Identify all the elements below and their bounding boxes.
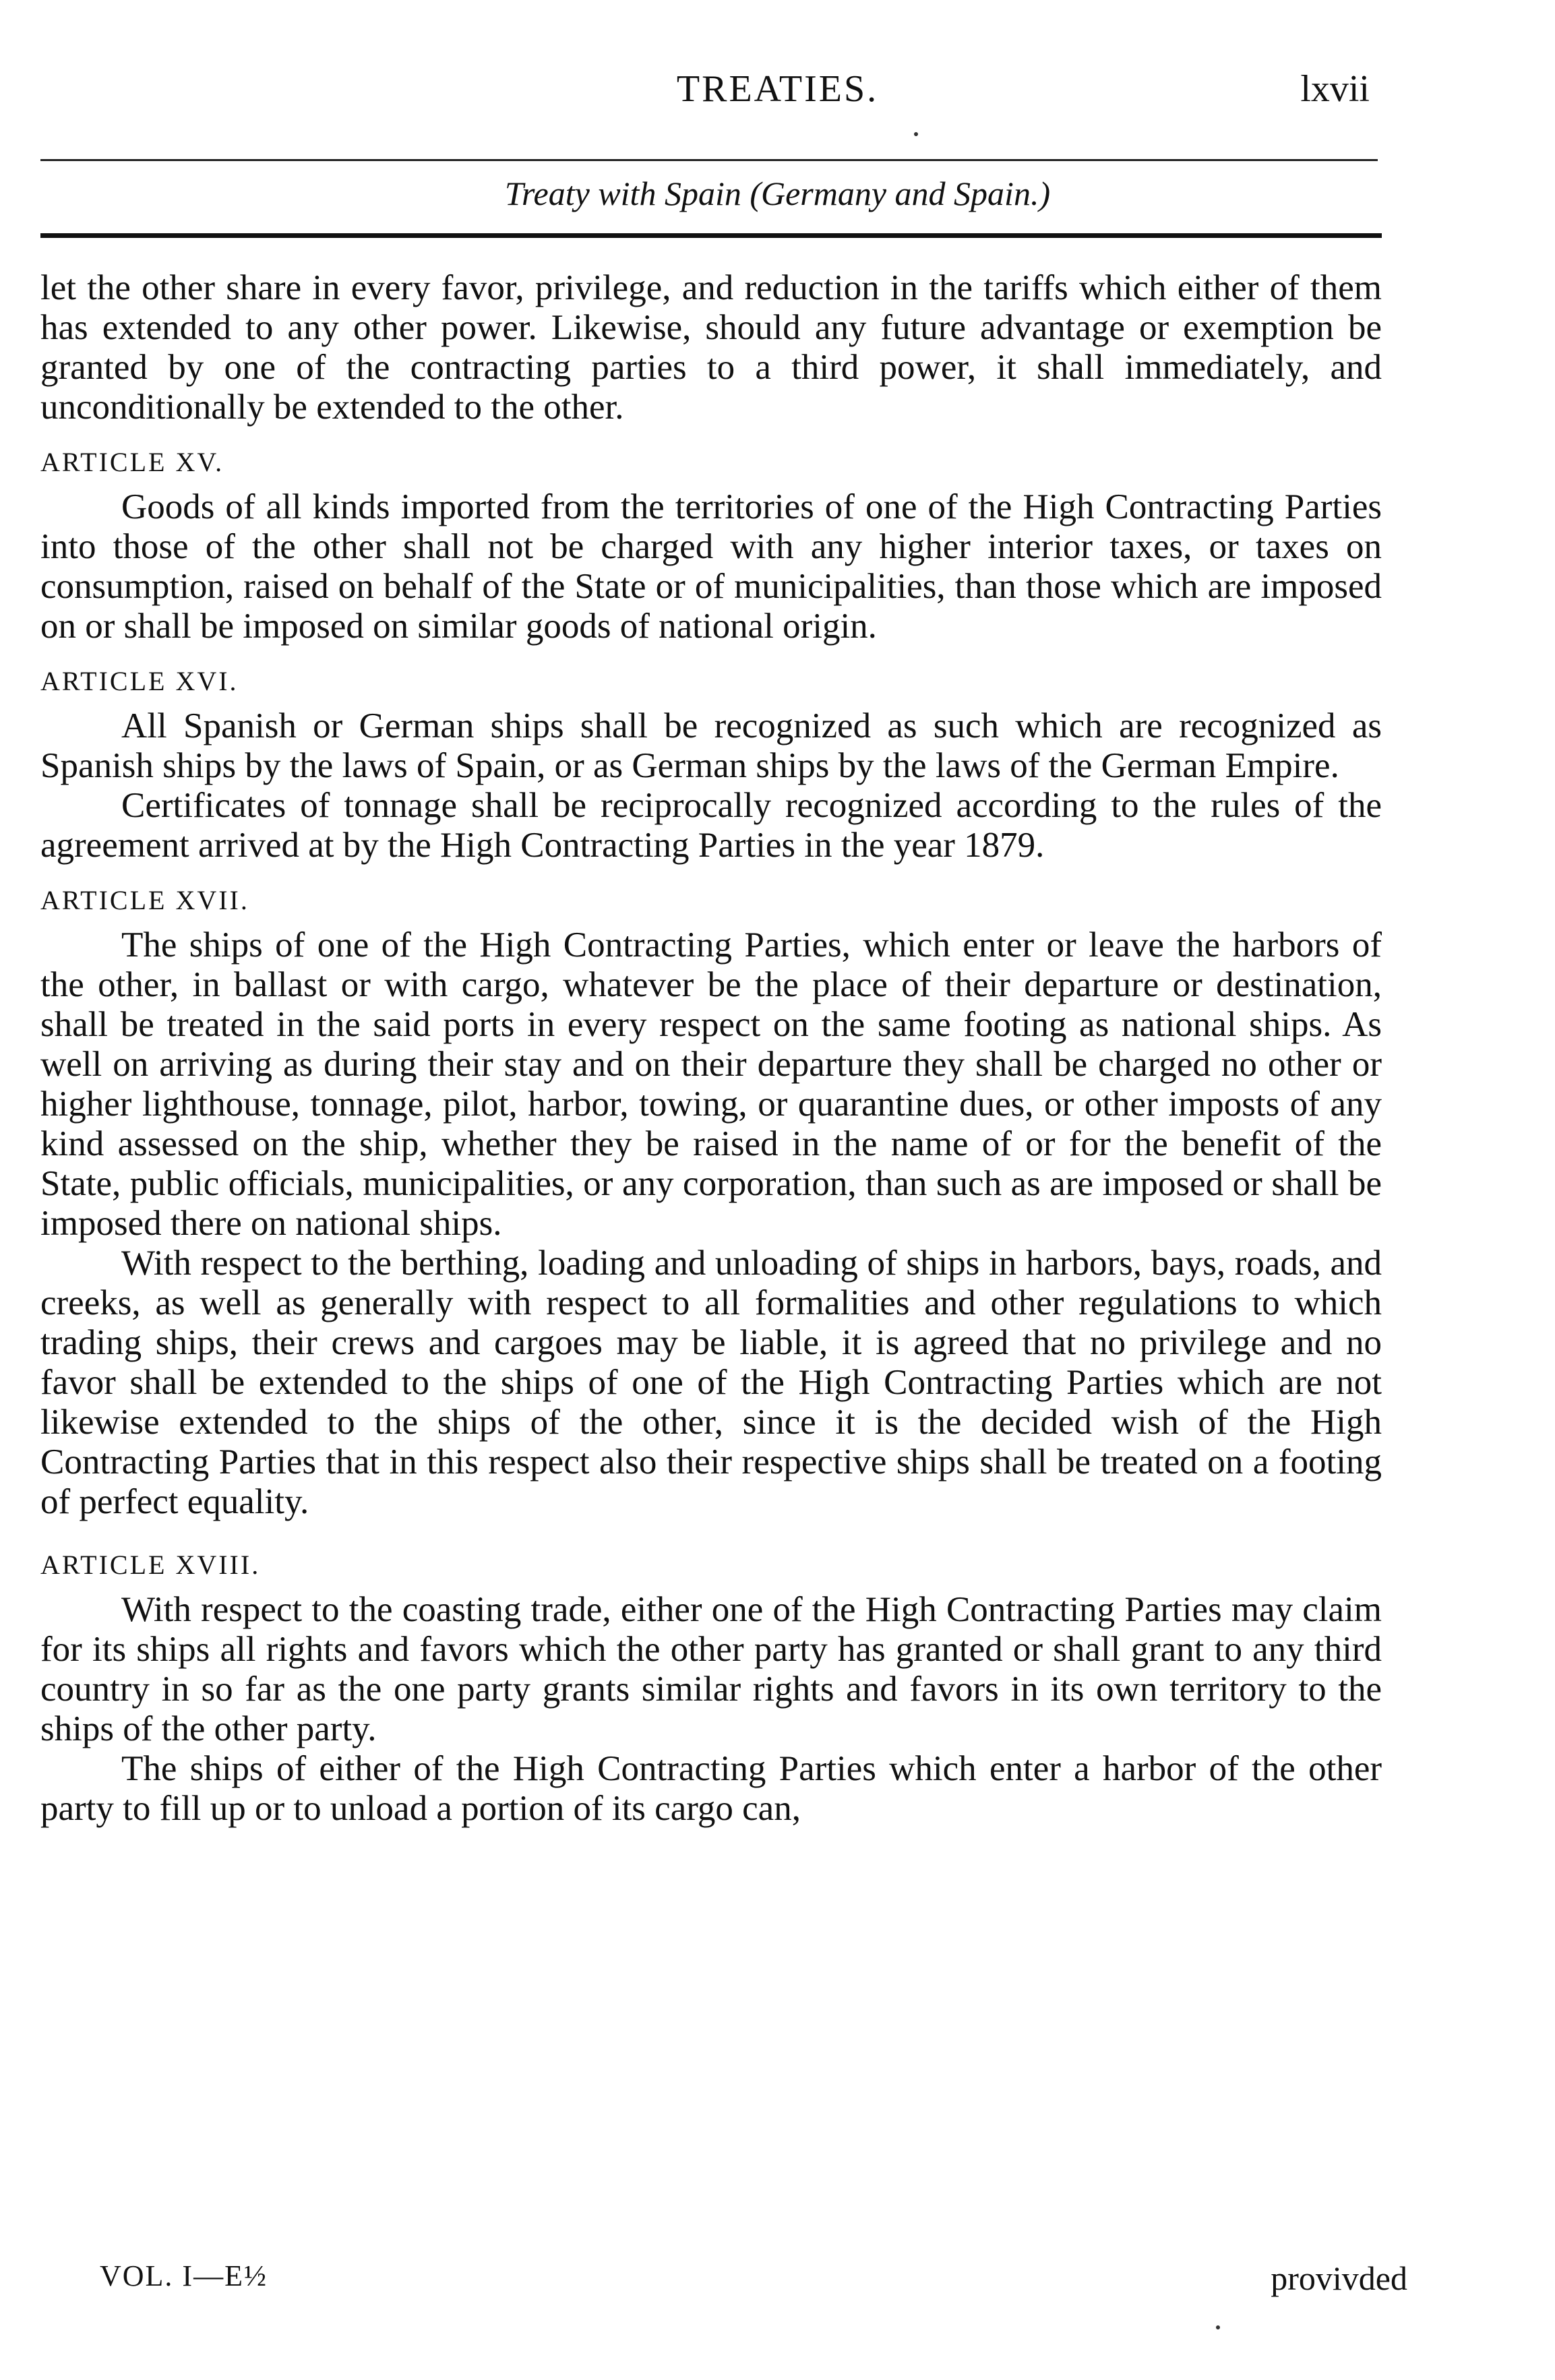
header-rule: [0, 159, 1555, 162]
article-heading-xvi: ARTICLE XVI.: [40, 666, 239, 696]
running-head: [0, 65, 1555, 119]
print-speck: [914, 132, 918, 136]
article-xvii-paragraph-1: The ships of one of the High Contracting Parties, which enter or leave the harbors of the other, in ballast or with cargo, whatever be the place of their departure or destination, shall be treated in the said ports in every respect on the same footing as national ships. As well on arriving as during their stay and on their departure they shall be charged no other or higher lighthouse, tonnage, pilot, harbor, towing, or quarantine dues, or other imposts of any kind assessed on the ship, whether they be raised in the name of or for the benefit of the State, public officials, municipalities, or any corporation, than such as are imposed or shall be imposed there on national ships.: [40, 925, 1382, 1243]
page-number: lxvii: [1300, 68, 1370, 110]
article-xvi-paragraph-2: Certificates of tonnage shall be reciprocally recognized according to the rules of the agreement arrived at by the High Contracting Parties in the year 1879.: [40, 786, 1382, 865]
body-text: [40, 268, 1382, 1829]
header-thick-rule: [40, 233, 1382, 238]
article-xvi-paragraph-1: All Spanish or German ships shall be recognized as such which are recognized as Spanish ships by the laws of Spain, or as German ships by the laws of the German Empire.: [40, 706, 1382, 785]
article-heading-xviii: ARTICLE XVIII.: [40, 1550, 261, 1580]
article-heading-xv: ARTICLE XV.: [40, 447, 224, 477]
article-xviii-paragraph-2: The ships of either of the High Contracting Parties which enter a harbor of the other party to fill up or to unload a portion of its cargo can,: [40, 1749, 1382, 1828]
signature-mark: VOL. I—E½: [100, 2259, 268, 2292]
running-title: TREATIES.: [676, 68, 879, 110]
article-heading-xvii: ARTICLE XVII.: [40, 885, 249, 915]
page-footer: [100, 2259, 1407, 2306]
catchword: provivded: [1271, 2259, 1407, 2297]
print-speck: [1216, 2325, 1220, 2329]
article-xviii-paragraph-1: With respect to the coasting trade, either one of the High Contracting Parties may claim for its ships all rights and favors which the other party has granted or shall grant to any third country in so far as the one party grants similar rights and favors in its own territory to the ships of the other party.: [40, 1590, 1382, 1748]
section-subtitle: Treaty with Spain (Germany and Spain.): [504, 175, 1051, 212]
article-xvii-paragraph-2: With respect to the berthing, loading and unloading of ships in harbors, bays, roads, and creeks, as well as generally with respect to all formalities and other regulations to which trading ships, their crews and cargoes may be liable, it is agreed that no privilege and no favor shall be extended to the ships of one of the High Contracting Parties which are not likewise extended to the ships of the other, since it is the decided wish of the High Contracting Parties that in this respect also their respective ships shall be treated on a footing of perfect equality.: [40, 1244, 1382, 1521]
article-xv-paragraph: Goods of all kinds imported from the territories of one of the High Contracting Parties into those of the other shall not be charged with any higher interior taxes, or taxes on consumption, raised on behalf of the State or of municipalities, than those which are imposed on or shall be imposed on similar goods of national origin.: [40, 487, 1382, 646]
continuation-paragraph: let the other share in every favor, privilege, and reduction in the tariffs which either of them has extended to any other power. Likewise, should any future advantage or exemption be granted by one of the contracting parties to a third power, it shall immediately, and unconditionally be extended to the other.: [40, 268, 1382, 427]
